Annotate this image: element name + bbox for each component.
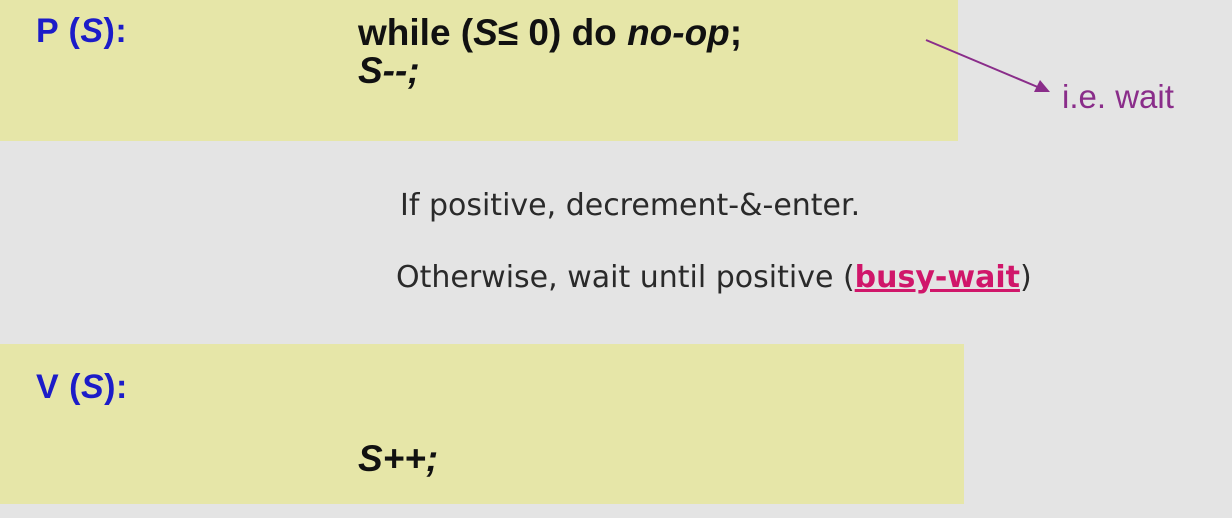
- p-code-line-2: S--;: [358, 50, 420, 91]
- p-label: P (S):: [36, 12, 128, 50]
- busy-wait-highlight: busy-wait: [854, 260, 1020, 295]
- v-label: V (S):: [36, 368, 128, 406]
- note-line-1: If positive, decrement-&-enter.: [400, 188, 861, 223]
- note-line-2: Otherwise, wait until positive (busy-wait): [396, 260, 1032, 295]
- p-code-line-1: while (S≤ 0) do no-op;: [358, 12, 743, 53]
- wait-annotation: i.e. wait: [1062, 78, 1174, 115]
- v-code-line: S++;: [358, 438, 439, 479]
